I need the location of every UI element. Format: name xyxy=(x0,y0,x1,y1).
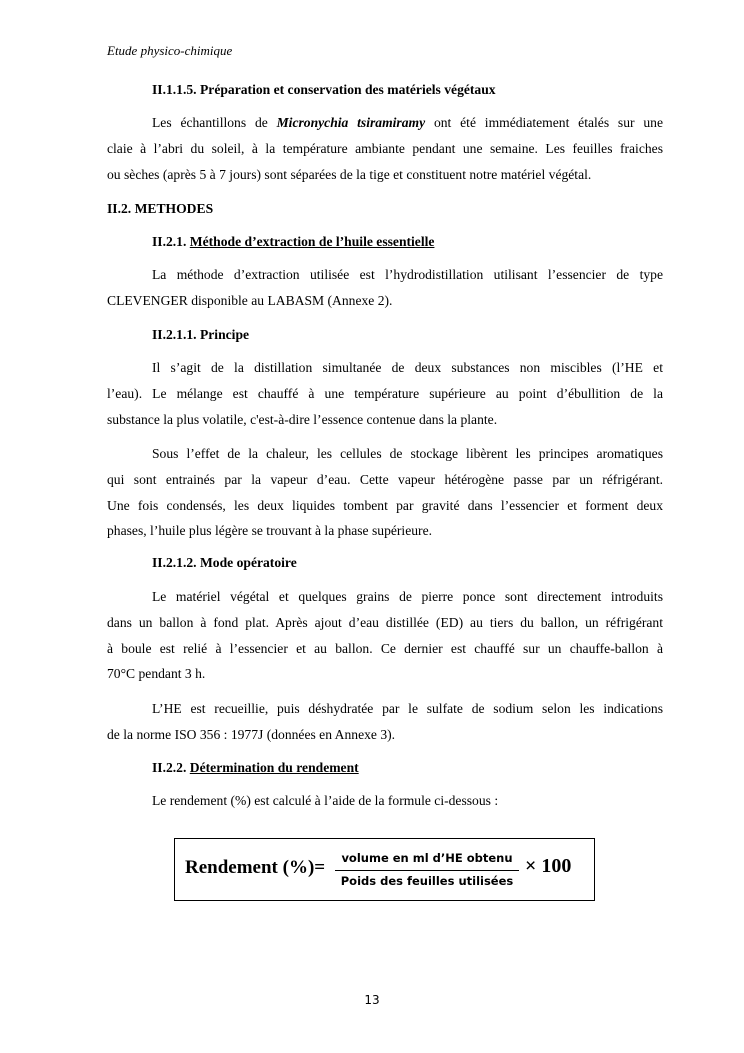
paragraph-line: Sous l’effet de la chaleur, les cellules de stockage libèrent les principes aromatiques xyxy=(152,446,663,461)
paragraph-line: l’eau). Le mélange est chauffé à une température supérieure au point d’ébullition de la xyxy=(107,385,663,401)
paragraph-line: phases, l’huile plus légère se trouvant à la phase supérieure. xyxy=(107,523,433,539)
heading-principe: II.2.1.1. Principe xyxy=(152,327,250,342)
heading-number: II.2.1. xyxy=(152,234,187,249)
paragraph-mode-operatoire xyxy=(107,584,663,687)
heading-methodes: II.2. METHODES xyxy=(107,201,214,216)
paragraph-line: Une fois condensés, les deux liquides tombent par gravité dans l’essencier et forment deux xyxy=(107,497,663,513)
paragraph-line: 70°C pendant 3 h. xyxy=(107,666,206,682)
paragraph-chaleur xyxy=(107,441,663,544)
formula-numerator: volume en ml d’HE obtenu xyxy=(341,851,513,865)
paragraph-line: à boule est relié à l’essencier et au ballon. Ce dernier est chauffé sur un chauffe-ballon à xyxy=(107,640,663,656)
paragraph-line: La méthode d’extraction utilisée est l’hydrodistillation utilisant l’essencier de type xyxy=(152,267,663,282)
formula-box xyxy=(174,838,595,901)
paragraph-extraction xyxy=(107,262,663,314)
heading-number: II.1.1.5. xyxy=(152,82,197,97)
heading-title: Détermination du rendement xyxy=(189,760,359,775)
paragraph-samples xyxy=(107,110,663,187)
paragraph-line: qui sont entrainés par la vapeur d’eau. Cette vapeur hétérogène passe par un réfrigérant. xyxy=(107,471,663,487)
paragraph-line: CLEVENGER disponible au LABASM (Annexe 2). xyxy=(107,292,393,308)
formula-denominator: Poids des feuilles utilisées xyxy=(340,874,514,888)
heading-title: Méthode d’extraction de l’huile essentielle xyxy=(189,234,435,249)
paragraph-principe xyxy=(107,355,663,432)
running-header: Etude physico-chimique xyxy=(107,43,233,58)
paragraph-rendement-intro xyxy=(107,788,663,814)
paragraph-line: claie à l’abri du soleil, à la température ambiante pendant une semaine. Les feuilles fraiches xyxy=(107,140,663,156)
paragraph-line: substance la plus volatile, c'est-à-dire l’essence contenue dans la plante. xyxy=(107,411,498,427)
paragraph-line: ou sèches (après 5 à 7 jours) sont séparées de la tige et constituent notre matériel végétal. xyxy=(107,166,592,182)
heading-rendement xyxy=(152,758,359,778)
paragraph-line: L’HE est recueillie, puis déshydratée par le sulfate de sodium selon les indications xyxy=(152,701,663,716)
heading-extraction xyxy=(152,232,434,252)
paragraph-line: Le matériel végétal et quelques grains de pierre ponce sont directement introduits xyxy=(152,589,663,604)
fraction-bar xyxy=(335,870,519,871)
formula-multiplier: × 100 xyxy=(525,855,572,877)
page-number: 13 xyxy=(364,993,380,1007)
paragraph-line: Les échantillons de Micronychia tsiramiramy ont été immédiatement étalés sur une xyxy=(152,115,663,130)
heading-mode-operatoire: II.2.1.2. Mode opératoire xyxy=(152,555,297,570)
heading-title: Préparation et conservation des matériels végétaux xyxy=(199,82,496,97)
formula-left: Rendement (%)= xyxy=(185,857,326,878)
paragraph-line: Le rendement (%) est calculé à l’aide de la formule ci-dessous : xyxy=(152,793,499,808)
species-name: Micronychia tsiramiramy xyxy=(276,115,426,130)
paragraph-line: dans un ballon à fond plat. Après ajout d’eau distillée (ED) au tiers du ballon, un réfrigérant xyxy=(107,614,663,630)
heading-preparation xyxy=(152,80,496,100)
paragraph-line: Il s’agit de la distillation simultanée de deux substances non miscibles (l’HE et xyxy=(152,360,663,375)
paragraph-line: de la norme ISO 356 : 1977J (données en Annexe 3). xyxy=(107,726,396,742)
heading-number: II.2.2. xyxy=(152,760,187,775)
paragraph-recueil xyxy=(107,696,663,748)
